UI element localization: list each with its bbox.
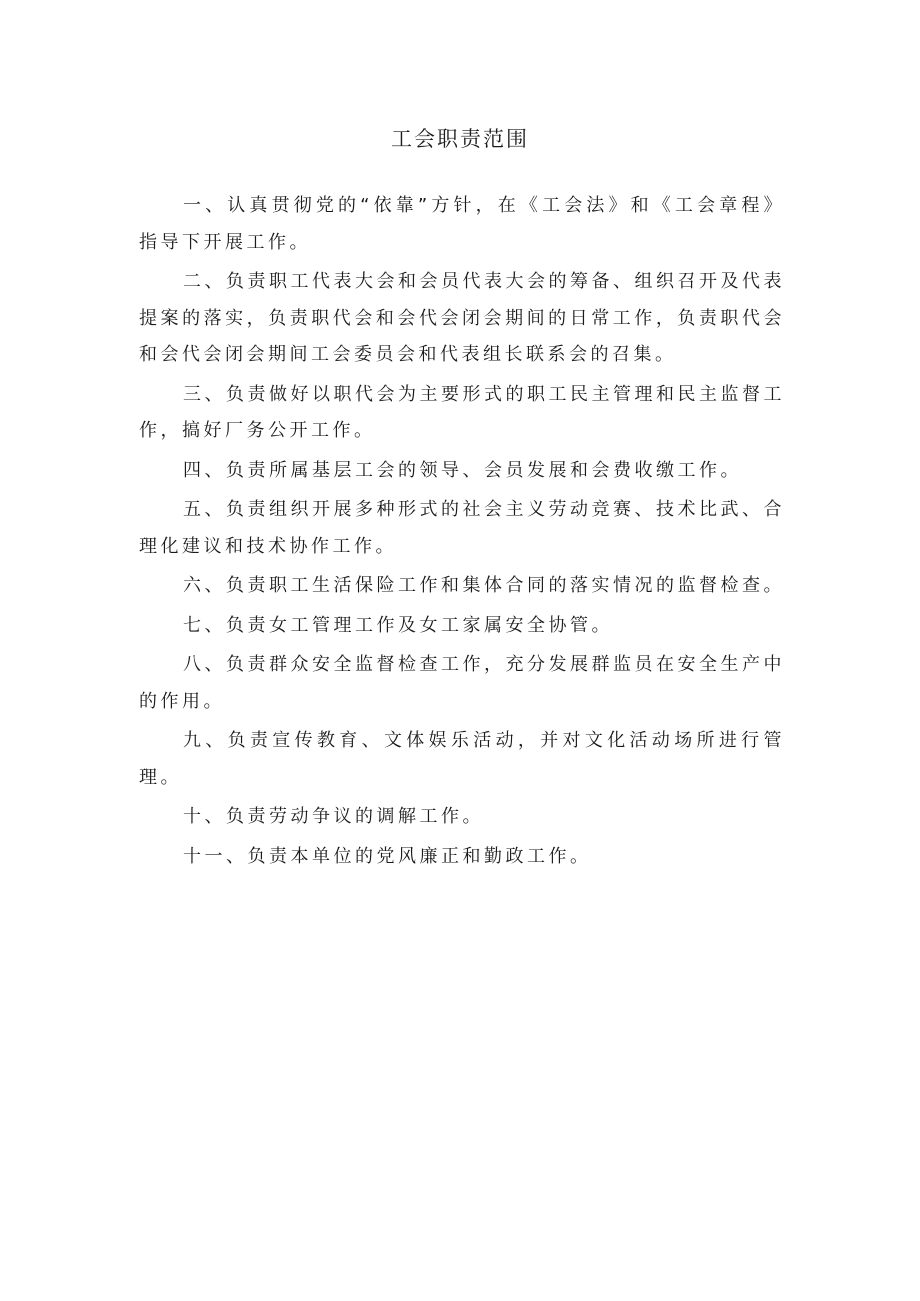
paragraph-7: 七、负责女工管理工作及女工家属安全协管。 (183, 614, 613, 636)
paragraph-8: 八、负责群众安全监督检查工作，充分发展群监员在安全生产中的作用。 (139, 654, 785, 712)
paragraph-10: 十、负责劳动争议的调解工作。 (183, 806, 484, 827)
paragraph-9: 九、负责宣传教育、文体娱乐活动，并对文化活动场所进行管理。 (139, 730, 785, 788)
paragraph-11: 十一、负责本单位的党风廉正和勤政工作。 (183, 845, 592, 867)
document-title: 工会职责范围 (391, 127, 529, 151)
paragraph-6: 六、负责职工生活保险工作和集体合同的落实情况的监督检查。 (183, 575, 785, 596)
paragraph-2: 二、负责职工代表大会和会员代表大会的筹备、组织召开及代表提案的落实，负责职代会和会代会闭会期间的日常工作，负责职代会和会代会闭会期间工会委员会和代表组长联系会的召集。 (139, 271, 785, 365)
paragraph-5: 五、负责组织开展多种形式的社会主义劳动竞赛、技术比武、合理化建议和技术协作工作。 (139, 499, 785, 557)
paragraph-3: 三、负责做好以职代会为主要形式的职工民主管理和民主监督工作，搞好厂务公开工作。 (139, 383, 785, 441)
paragraph-4: 四、负责所属基层工会的领导、会员发展和会费收缴工作。 (183, 459, 742, 481)
document-body (139, 188, 785, 878)
paragraph-1: 一、认真贯彻党的“依靠”方针，在《工会法》和《工会章程》指导下开展工作。 (139, 195, 785, 253)
